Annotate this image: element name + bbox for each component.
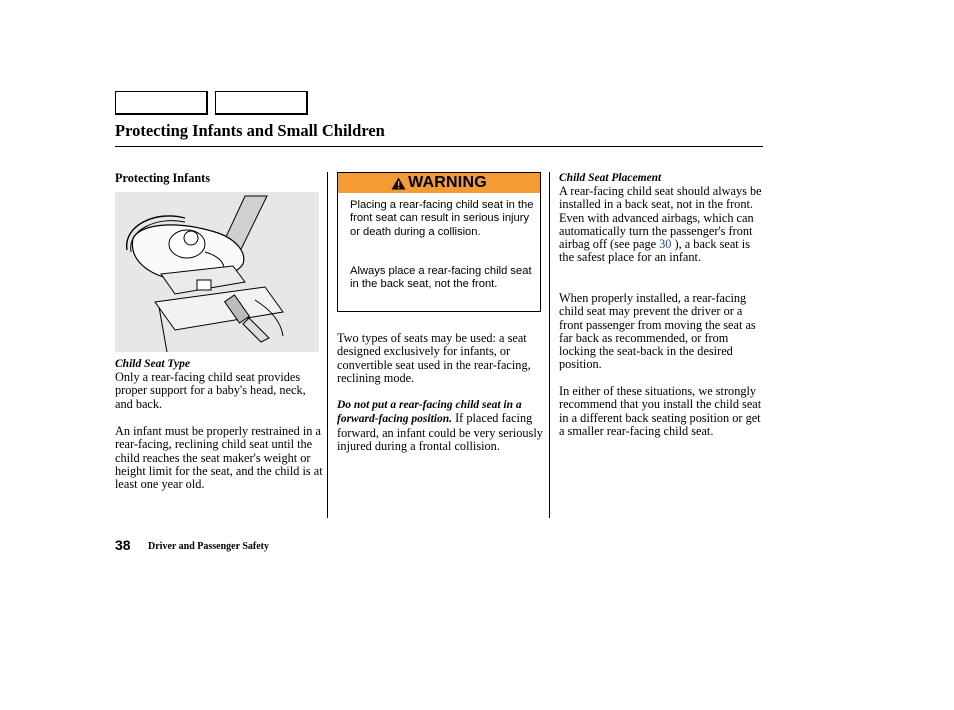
placement-text-a: A rear-facing child seat should always be installed in a back seat, not in the front. Even with advanced airbags, which can automatically turn the passenger's front airbag off (see page bbox=[559, 184, 762, 252]
warning-label: WARNING bbox=[408, 174, 487, 191]
title-rule bbox=[115, 146, 763, 147]
column-divider-1 bbox=[327, 172, 328, 518]
paragraph-seat-types: Two types of seats may be used: a seat designed exclusively for infants, or convertible seat used in the rear-facing, reclining mode. bbox=[337, 331, 531, 385]
caption-child-seat-type: Child Seat Type bbox=[115, 358, 190, 370]
caption-child-seat-placement: Child Seat Placement bbox=[559, 172, 662, 184]
paragraph-proper-installation: When properly installed, a rear-facing child seat may prevent the driver or a front passenger from moving the seat as far back as recommended, or from locking the seat-back in the desired position. bbox=[559, 291, 756, 372]
page-number: 38 bbox=[115, 537, 131, 553]
column-divider-2 bbox=[549, 172, 550, 518]
header-tab-box-1 bbox=[115, 91, 208, 115]
forward-facing-emphasis: Do not put a rear-facing child seat in a forward-facing position. bbox=[337, 399, 522, 426]
header-tab-box-2 bbox=[215, 91, 308, 115]
warning-header bbox=[338, 173, 540, 193]
page-title: Protecting Infants and Small Children bbox=[115, 121, 385, 140]
warning-text-1: Placing a rear-facing child seat in the front seat can result in serious injury or death during a collision. bbox=[350, 199, 534, 238]
forward-facing-rest: If placed facing forward, an infant could be very seriously injured during a frontal collision. bbox=[337, 411, 543, 453]
section-subheading: Protecting Infants bbox=[115, 171, 211, 185]
paragraph-infant-restraint: An infant must be properly restrained in a rear-facing, reclining child seat until the child reaches the seat maker's weight or height limit for the seat, and the child is at least one year old. bbox=[115, 424, 323, 492]
paragraph-seat-type: Only a rear-facing child seat provides proper support for a baby's head, neck, and back. bbox=[115, 370, 306, 411]
paragraph-seat-placement bbox=[559, 185, 765, 265]
placement-text-b: ), a back seat is the safest place for an infant. bbox=[559, 237, 750, 265]
warning-triangle-icon bbox=[391, 177, 406, 190]
footer-section-title: Driver and Passenger Safety bbox=[148, 541, 270, 552]
page-link-30[interactable]: 30 bbox=[659, 237, 672, 252]
warning-text-2: Always place a rear-facing child seat in the back seat, not the front. bbox=[350, 265, 532, 291]
paragraph-forward-facing bbox=[337, 398, 543, 453]
infant-seat-icon bbox=[115, 192, 319, 352]
paragraph-recommendation: In either of these situations, we strongly recommend that you install the child seat in a different back seating position or get a smaller rear-facing child seat. bbox=[559, 384, 762, 438]
warning-box bbox=[337, 172, 541, 312]
infant-seat-illustration bbox=[115, 192, 319, 352]
